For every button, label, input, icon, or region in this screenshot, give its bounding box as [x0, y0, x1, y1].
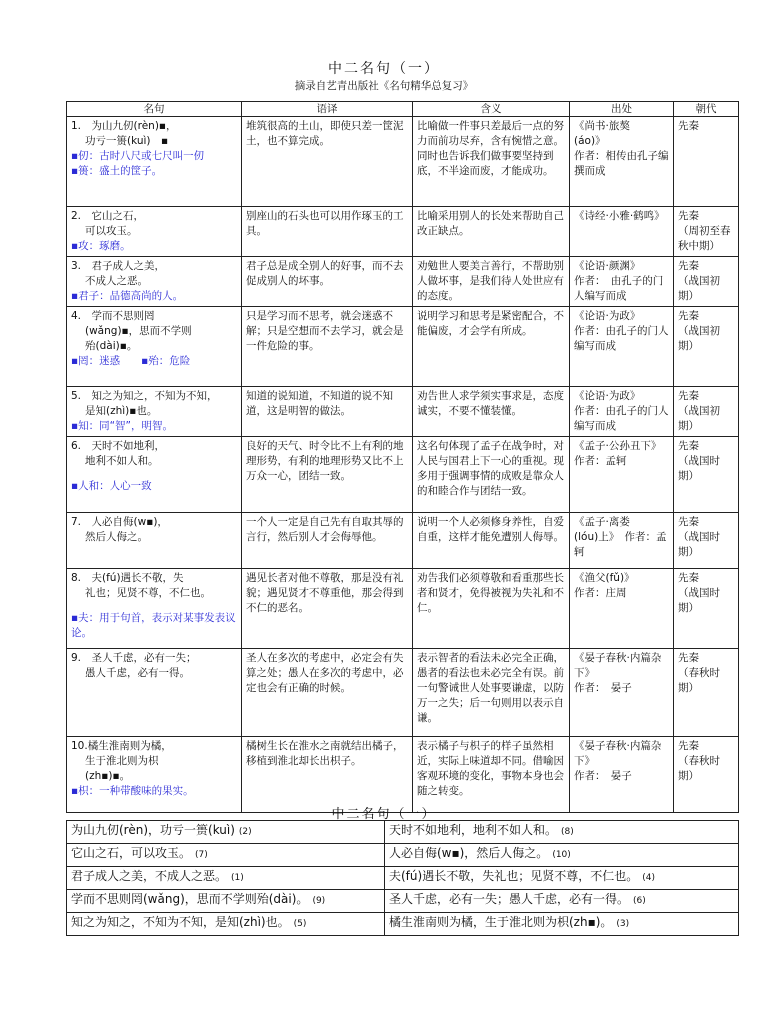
grid-cell	[385, 913, 739, 936]
header-source: 出处	[570, 102, 674, 117]
quote-note: ▪仞：古时八尺或七尺叫一仞	[71, 150, 205, 162]
dynasty-cell: 先秦 （战国初期）	[674, 257, 739, 307]
grid-cell-text: 学而不思则罔(wǎng)，思而不学则殆(dài)。	[71, 892, 309, 906]
meaning-cell: 比喻做一件事只差最后一点的努力而前功尽弃，含有惋惜之意。同时也告诉我们做事要坚持到底，不半途而废，才能成功。	[413, 117, 570, 207]
source-cell: 《论语·为政》 作者：由孔子的门人编写而成	[570, 387, 674, 437]
grid-cell-text: 为山九仞(rèn)，功亏一篑(kuì)	[71, 823, 235, 837]
meaning-cell: 这名句体现了孟子在战争时，对人民与国君上下一心的重视。现多用于强调事情的成败是靠众人的和睦合作与团结一致。	[413, 437, 570, 513]
quote-note: ▪枳：一种带酸味的果实。	[71, 785, 194, 797]
quote-line: (zh▪)▪。	[85, 770, 131, 782]
grid-cell-text: 橘生淮南则为橘，生于淮北则为枳(zh▪)。	[389, 915, 613, 929]
header-dynasty: 朝代	[674, 102, 739, 117]
grid-cell	[385, 867, 739, 890]
quote-cell	[67, 207, 242, 257]
grid-cell	[67, 913, 385, 936]
grid-row	[67, 913, 739, 936]
grid-cell	[67, 821, 385, 844]
grid-cell	[67, 844, 385, 867]
quote-cell	[67, 649, 242, 737]
translation-cell: 橘树生长在淮水之南就结出橘子，移植到淮北却长出枳子。	[242, 737, 413, 813]
grid-cell-number: (5)	[293, 919, 307, 929]
header-meaning: 含义	[413, 102, 570, 117]
grid-cell-number: (8)	[561, 827, 574, 837]
translation-cell: 只是学习而不思考，就会迷惑不解；只是空想而不去学习，就会是一件危险的事。	[242, 307, 413, 387]
quote-line: 是知(zhì)▪也。	[85, 405, 158, 417]
summary-grid	[66, 820, 739, 936]
dynasty-cell: 先秦 （战国初期）	[674, 387, 739, 437]
header-quote: 名句	[67, 102, 242, 117]
grid-cell-number: (4)	[642, 873, 655, 883]
quote-note: ▪篑：盛土的筐子。	[71, 165, 163, 177]
dynasty-cell: 先秦 （战国初期）	[674, 307, 739, 387]
quote-line: 2. 它山之石，	[71, 210, 145, 222]
grid-cell-text: 它山之石，可以攻玉。	[71, 846, 192, 860]
grid-cell-number: (2)	[238, 827, 252, 837]
table-row	[67, 513, 739, 569]
grid-cell	[67, 867, 385, 890]
page-title: 中二名句（一）	[328, 61, 440, 77]
meaning-cell: 劝勉世人要美言善行，不帮助别人做坏事，是我们待人处世应有的态度。	[413, 257, 570, 307]
quote-line: 4. 学而不思则罔	[71, 310, 155, 322]
quote-line: 7. 人必自侮(w▪)，	[71, 516, 168, 528]
source-cell: 《晏子春秋·内篇杂下》 作者： 晏子	[570, 737, 674, 813]
quote-line: 5. 知之为知之，不知为不知，	[71, 390, 218, 402]
quote-line: 地利不如人和。	[85, 455, 159, 467]
quote-note: ▪罔：迷惑 ▪殆：危险	[71, 355, 191, 367]
quote-line: 生于淮北则为枳	[85, 755, 159, 767]
meaning-cell: 劝告我们必须尊敬和看重那些长者和贤才，免得被视为失礼和不仁。	[413, 569, 570, 649]
translation-cell: 君子总是成全别人的好事，而不去促成别人的坏事。	[242, 257, 413, 307]
quote-note: ▪夫：用于句首，表示对某事发表议论。	[71, 612, 236, 639]
quote-cell	[67, 569, 242, 649]
translation-cell: 一个人一定是自己先有自取其辱的言行，然后别人才会侮辱他。	[242, 513, 413, 569]
meaning-cell: 说明学习和思考是紧密配合，不能偏废，才会学有所成。	[413, 307, 570, 387]
quote-cell	[67, 513, 242, 569]
dynasty-cell: 先秦 （春秋时期）	[674, 649, 739, 737]
table-row	[67, 117, 739, 207]
quote-line: 10.橘生淮南则为橘，	[71, 740, 172, 752]
grid-cell	[67, 890, 385, 913]
dynasty-cell: 先秦 （周初至春秋中期）	[674, 207, 739, 257]
grid-cell-number: (7)	[195, 850, 208, 860]
grid-cell-number: (9)	[312, 896, 326, 906]
table-row	[67, 207, 739, 257]
grid-cell-number: (3)	[616, 919, 630, 929]
grid-cell-text: 天时不如地利，地利不如人和。	[389, 823, 558, 837]
grid-row	[67, 844, 739, 867]
quote-line: 可以攻玉。	[85, 225, 138, 237]
quote-note: ▪攻：琢磨。	[71, 240, 131, 252]
meaning-cell: 比喻采用别人的长处来帮助自己改正缺点。	[413, 207, 570, 257]
grid-cell-number: (10)	[552, 850, 571, 860]
dynasty-cell: 先秦 （战国时期）	[674, 569, 739, 649]
translation-cell: 遇见长者对他不尊敬，那是没有礼貌；遇见贤才不尊重他，那会得到不仁的恶名。	[242, 569, 413, 649]
page-subtitle: 摘录自艺青出版社《名句精华总复习》	[294, 80, 474, 92]
table-row	[67, 307, 739, 387]
translation-cell: 别座山的石头也可以用作琢玉的工具。	[242, 207, 413, 257]
translation-cell: 堆筑很高的土山，即使只差一筐泥土，也不算完成。	[242, 117, 413, 207]
source-cell: 《渔父(fǔ)》 作者：庄周	[570, 569, 674, 649]
source-cell: 《诗经·小雅·鹤鸣》	[570, 207, 674, 257]
grid-cell-number: (6)	[633, 896, 646, 906]
source-cell: 《孟子·离娄 (lóu)上》 作者：孟轲	[570, 513, 674, 569]
grid-cell	[385, 821, 739, 844]
source-cell: 《尚书·旅獒 (áo)》 作者：相传由孔子编撰而成	[570, 117, 674, 207]
table-row	[67, 387, 739, 437]
translation-cell: 良好的天气、时令比不上有利的地理形势，有利的地理形势又比不上万众一心，团结一致。	[242, 437, 413, 513]
quote-cell	[67, 737, 242, 813]
table-row	[67, 569, 739, 649]
source-cell: 《论语·颜渊》 作者： 由孔子的门人编写而成	[570, 257, 674, 307]
grid-cell-number: (1)	[231, 873, 244, 883]
quote-line: 6. 天时不如地利，	[71, 440, 166, 452]
meaning-cell: 表示橘子与枳子的样子虽然相近，实际上味道却不同。借喻因客观环境的变化，事物本身也会随之转变。	[413, 737, 570, 813]
grid-cell-text: 人必自侮(w▪)，然后人侮之。	[389, 846, 549, 860]
quote-line: 不成人之恶。	[85, 275, 148, 287]
table-row	[67, 649, 739, 737]
grid-row	[67, 821, 739, 844]
table-row	[67, 737, 739, 813]
quote-note: ▪君子：品德高尚的人。	[71, 290, 184, 302]
translation-cell: 知道的说知道，不知道的说不知道，这是明智的做法。	[242, 387, 413, 437]
quote-line: 殆(dài)▪。	[85, 340, 138, 352]
grid-cell-text: 知之为知之，不知为不知，是知(zhì)也。	[71, 915, 290, 929]
quote-cell	[67, 307, 242, 387]
table-row	[67, 257, 739, 307]
quotes-table	[66, 101, 739, 813]
quote-line: 然后人侮之。	[85, 531, 148, 543]
source-cell: 《孟子·公孙丑下》 作者：孟轲	[570, 437, 674, 513]
quote-line: 3. 君子成人之美，	[71, 260, 166, 272]
translation-cell: 圣人在多次的考虑中，必定会有失算之处；愚人在多次的考虑中，必定也会有正确的时候。	[242, 649, 413, 737]
quote-line: 8. 夫(fú)遇长不敬，失	[71, 572, 184, 584]
grid-cell-text: 圣人千虑，必有一失；愚人千虑，必有一得。	[389, 892, 630, 906]
quote-cell	[67, 257, 242, 307]
quote-cell	[67, 117, 242, 207]
dynasty-cell: 先秦 （春秋时期）	[674, 737, 739, 813]
quote-note: ▪人和：人心一致	[71, 480, 152, 492]
quote-cell	[67, 387, 242, 437]
grid-cell	[385, 890, 739, 913]
dynasty-cell: 先秦	[674, 117, 739, 207]
header-translation: 语译	[242, 102, 413, 117]
dynasty-cell: 先秦 （战国时期）	[674, 513, 739, 569]
dynasty-cell: 先秦 （战国时期）	[674, 437, 739, 513]
quote-line: 1. 为山九仞(rèn)▪，	[71, 120, 177, 132]
summary-title: 中二名句（一）	[331, 807, 437, 822]
grid-row	[67, 867, 739, 890]
quote-line: 礼也；见贤不尊，不仁也。	[85, 587, 211, 599]
grid-cell-text: 夫(fú)遇长不敬，失礼也；见贤不尊，不仁也。	[389, 869, 639, 883]
quote-line: 愚人千虑，必有一得。	[85, 667, 190, 679]
grid-cell-text: 君子成人之美，不成人之恶。	[71, 869, 228, 883]
source-cell: 《论语·为政》 作者：由孔子的门人编写而成	[570, 307, 674, 387]
meaning-cell: 劝告世人求学须实事求是，态度诚实，不要不懂装懂。	[413, 387, 570, 437]
grid-row	[67, 890, 739, 913]
quote-note: ▪知：同“智”，明智。	[71, 420, 173, 432]
meaning-cell: 说明一个人必须修身养性，自爱自重，这样才能免遭别人侮辱。	[413, 513, 570, 569]
grid-cell	[385, 844, 739, 867]
quote-cell	[67, 437, 242, 513]
quote-line: 9. 圣人千虑，必有一失；	[71, 652, 197, 664]
table-header-row	[67, 102, 739, 117]
meaning-cell: 表示智者的看法未必完全正确，愚者的看法也未必完全有误。前一句警诫世人处事要谦虚，以防万一之失；后一句则用以表示自谦。	[413, 649, 570, 737]
quote-line: 功亏一篑(kuì) ▪	[85, 135, 169, 147]
quote-line: (wǎng)▪，思而不学则	[85, 325, 192, 337]
table-row	[67, 437, 739, 513]
source-cell: 《晏子春秋·内篇杂下》 作者： 晏子	[570, 649, 674, 737]
